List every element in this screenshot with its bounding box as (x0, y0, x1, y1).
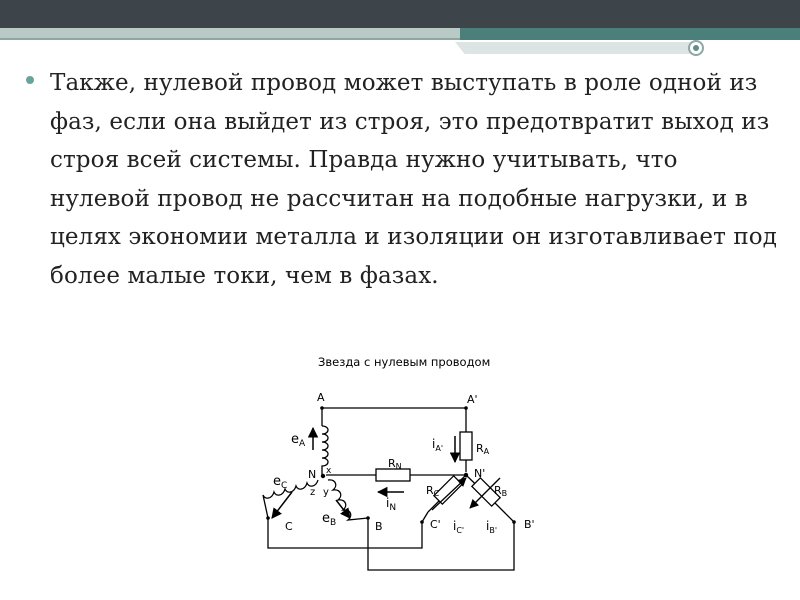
label-n: N (308, 468, 317, 481)
label-z: z (310, 487, 316, 498)
node-c (266, 516, 270, 520)
label-x: x (326, 466, 332, 476)
node-b (366, 516, 370, 520)
label-ic: $i_{C'}$ (453, 519, 465, 535)
label-rn: RN (388, 457, 402, 471)
node-a-prime (464, 406, 468, 410)
label-ea: $e_A$ (291, 432, 306, 449)
label-c-prime: C' (430, 518, 441, 531)
label-ec: $e_C$ (273, 474, 288, 491)
label-eb: $e_B$ (322, 511, 337, 528)
node-c-prime (420, 520, 424, 524)
node-n (321, 474, 325, 478)
label-a-prime: A' (467, 393, 478, 406)
resistor-ra (460, 432, 472, 460)
label-a: A (317, 391, 325, 404)
node-n-prime (464, 473, 468, 477)
node-b-prime (512, 520, 516, 524)
label-n-prime: N' (474, 467, 486, 480)
label-rc: RC (426, 484, 440, 498)
label-b: B (375, 520, 383, 533)
label-y: y (323, 487, 329, 498)
bullet-text: Также, нулевой провод может выступать в роле одной из фаз, если она выйдет из строя, это предотвратит выход из строя всей системы. Правда нужно учитывать, что нулевой провод не рассчитан на подобные нагрузки, и в целях экономии металла и изоляции он изготавливает под более малые токи, чем в фазах. (50, 70, 778, 289)
label-c: C (285, 520, 293, 533)
coil-c (263, 480, 318, 518)
arrow-eb-icon (336, 500, 350, 518)
label-b-prime: B' (524, 518, 535, 531)
label-ra: RA (476, 442, 490, 456)
label-rb: RB (494, 484, 508, 498)
coil-b (328, 480, 368, 520)
resistor-rn (376, 469, 410, 481)
label-in: $i_N$ (386, 496, 397, 513)
label-ia: $i_{A'}$ (432, 437, 444, 453)
arrow-ec-icon (272, 492, 292, 518)
diagram-title: Звезда с нулевым проводом (318, 355, 491, 369)
label-ib: $i_{B'}$ (486, 519, 498, 535)
node-a (320, 406, 324, 410)
